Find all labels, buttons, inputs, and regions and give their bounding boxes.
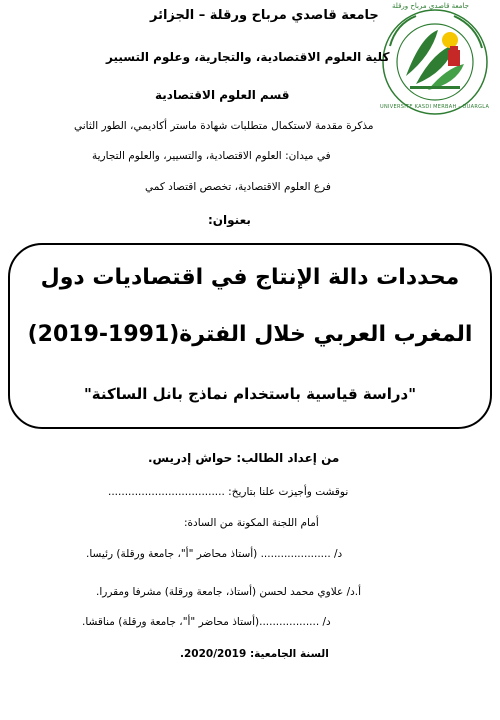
university-logo bbox=[376, 6, 494, 118]
title-box bbox=[8, 243, 492, 429]
committee-member-1: د/ ..................... (أستاذ محاضر "أ"، جامعة ورقلة) رئيسا. bbox=[86, 548, 343, 560]
committee-intro: أمام اللجنة المكونة من السادة: bbox=[184, 517, 319, 529]
title-line-1: محددات دالة الإنتاج في اقتصاديات دول bbox=[40, 265, 460, 290]
field-line: في ميدان: العلوم الاقتصادية، والتسيير، والعلوم التجارية bbox=[92, 150, 331, 162]
thesis-note: مذكرة مقدمة لاستكمال متطلبات شهادة ماستر أكاديمي، الطور الثاني bbox=[74, 120, 374, 132]
branch-line: فرع العلوم الاقتصادية، تخصص اقتصاد كمي bbox=[145, 181, 331, 193]
student-line: من إعداد الطالب: حواش إدريس. bbox=[148, 451, 340, 465]
academic-year: السنة الجامعية: 2020/2019. bbox=[180, 648, 329, 660]
faculty-name: كلية العلوم الاقتصادية، والتجارية، وعلوم التسيير bbox=[106, 50, 390, 64]
title-line-2: المغرب العربي خلال الفترة(1991-2019) bbox=[27, 322, 473, 347]
defense-date-line: نوقشت وأجيزت علنا بتاريخ: ................................... bbox=[108, 486, 349, 498]
department-name: قسم العلوم الاقتصادية bbox=[155, 88, 290, 102]
university-name: جامعة قاصدي مرباح ورقلة – الجزائر bbox=[150, 8, 379, 23]
logo-latin-arc: UNIVERSITE KASDI MERBAH - OUARGLA bbox=[380, 104, 490, 110]
committee-member-3: د/ ..................(أستاذ محاضر "أ"، جامعة ورقلة) مناقشا. bbox=[82, 616, 331, 628]
committee-member-2: أ.د/ علاوي محمد لحسن (أستاذ، جامعة ورقلة) مشرفا ومقررا. bbox=[96, 586, 362, 598]
title-subtitle: "دراسة قياسية باستخدام نماذج بانل الساكنة" bbox=[83, 385, 417, 403]
title-intro: بعنوان: bbox=[208, 213, 251, 227]
logo-arabic-arc: جامعة قاصدي مرباح ورقلة bbox=[392, 2, 469, 10]
